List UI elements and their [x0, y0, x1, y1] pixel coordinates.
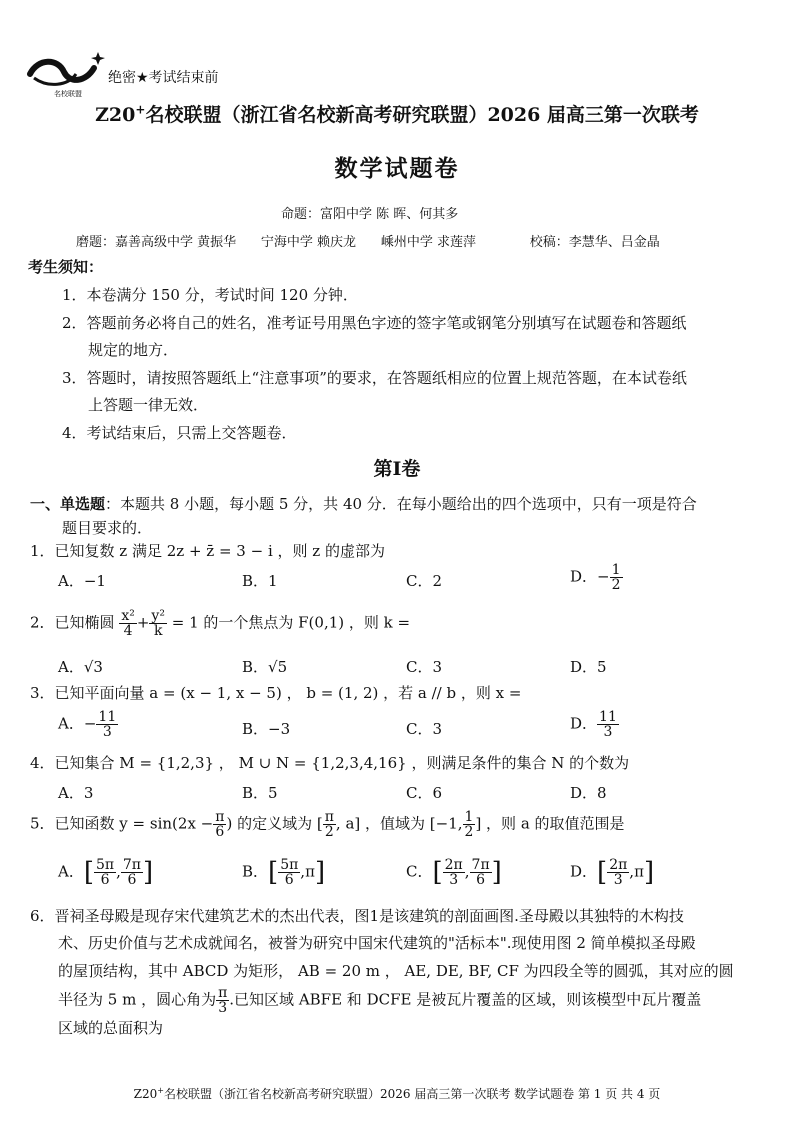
logo-caption: 名校联盟: [54, 90, 82, 98]
q1-option-d: D．− $\frac{1}{2}$: [570, 562, 621, 593]
q1-option-a: A．−1: [58, 572, 106, 590]
q5-option-c: C．[ $\frac{2\pi}{3}$ , $\frac{7\pi}{6}$ ]: [406, 857, 502, 888]
notice-title: 考生须知：: [28, 258, 104, 276]
q4-option-d: D．8: [570, 784, 607, 802]
polish-line: 磨题：嘉善高级中学 黄振华 宁海中学 赖庆龙 嵊州中学 求莲萍 校稿：李慧华、吕金晶: [76, 235, 660, 250]
q1-stem: 1．已知复数 z 满足 2z + z̄ = 3 − i ，则 z 的虚部为: [30, 542, 385, 560]
q5-option-a: A．[ $\frac{5\pi}{6}$ , $\frac{7\pi}{6}$ ]: [58, 857, 154, 888]
notice-item-4: 4．考试结束后，只需上交答题卷．: [62, 424, 297, 442]
notice-item-1: 1．本卷满分 150 分，考试时间 120 分钟．: [62, 286, 358, 304]
q4-stem: 4．已知集合 M = {1,2,3} ， M ∪ N = {1,2,3,4,16} ，则满足条件的集合 N 的个数为: [30, 754, 630, 772]
q6-line-2: 术、历史价值与艺术成就闻名，被誉为研究中国宋代建筑的"活标本".现使用图 2 简单模拟圣母殿: [58, 934, 696, 952]
section-intro-a: 一、单选题：本题共 8 小题，每小题 5 分，共 40 分．在每小题给出的四个选项中，只有一项是符合: [30, 495, 697, 513]
title-rest: 名校联盟（浙江省名校新高考研究联盟）2026 届高三第一次联考: [145, 104, 699, 126]
q3-stem: 3．已知平面向量 a = (x − 1, x − 5) ， b = (1, 2) ，若 a // b ，则 x =: [30, 684, 522, 702]
q6-line-1: 6．晋祠圣母殿是现存宋代建筑艺术的杰出代表，图1是该建筑的剖面画图.圣母殿以其独特的木构技: [30, 907, 684, 925]
q6-line-3: 的屋顶结构，其中 ABCD 为矩形， AB = 20 m ， AE, DE, BF, CF 为四段全等的圆弧，其对应的圆: [58, 962, 734, 980]
q4-option-c: C．6: [406, 784, 443, 802]
q3-option-c: C．3: [406, 720, 443, 738]
exam-title: [0, 100, 794, 127]
author-line: 命题：富阳中学 陈 晖、何其多: [281, 207, 459, 222]
q4-option-b: B．5: [242, 784, 278, 802]
exam-subtitle: 数学试题卷: [334, 155, 460, 182]
notice-item-3b: 上答题一律无效．: [88, 396, 209, 414]
title-plus: +: [135, 102, 146, 117]
section-intro-b: 题目要求的．: [62, 519, 153, 537]
q4-option-a: A．3: [58, 784, 94, 802]
q2-stem: 2．已知椭圆 $\frac{\text{x²}}{4}$ + $\frac{\text{y²}}{k}$ = 1 的一个焦点为 F(0,1) ，则 k =: [30, 608, 411, 639]
q5-option-b: B．[ $\frac{5\pi}{6}$ ,π]: [242, 857, 326, 888]
page-footer: Z20+名校联盟（浙江省名校新高考研究联盟）2026 届高三第一次联考 数学试题卷 第 1 页 共 4 页: [133, 1086, 661, 1101]
notice-item-3a: 3．答题时，请按照答题纸上“注意事项”的要求，在答题纸相应的位置上规范答题，在本试卷纸: [62, 369, 687, 387]
title-z20: Z20: [95, 104, 136, 126]
q2-option-d: D．5: [570, 658, 607, 676]
q2-option-a: A．√3: [58, 658, 103, 676]
q1-option-c: C．2: [406, 572, 443, 590]
section-intro-bold: 一、单选题: [30, 495, 106, 513]
q3-option-d: D． $\frac{11}{3}$: [570, 709, 617, 740]
alliance-logo: [24, 48, 106, 98]
notice-item-2b: 规定的地方．: [88, 341, 179, 359]
q6-line-4: 半径为 5 m ，圆心角为 $\frac{\pi}{3}$ .已知区域 ABFE 和 DCFE 是被瓦片覆盖的区域，则该模型中瓦片覆盖: [58, 985, 702, 1016]
q1-option-b: B．1: [242, 572, 278, 590]
section-title: 第Ⅰ卷: [373, 458, 421, 480]
q5-option-d: D．[ $\frac{2\pi}{3}$ ,π]: [570, 857, 655, 888]
q2-option-c: C．3: [406, 658, 443, 676]
notice-item-2a: 2．答题前务必将自己的姓名，准考证号用黑色字迹的签字笔或钢笔分别填写在试题卷和答题纸: [62, 314, 687, 332]
q6-line-5: 区域的总面积为: [58, 1019, 164, 1037]
q5-stem: 5．已知函数 y = sin(2x − $\frac{\pi}{6}$ ) 的定义域为 [ $\frac{\pi}{2}$ , a] ，值域为 [−1, $\frac{1}{2}$ ] ，则 a 的取值范围是: [30, 809, 625, 840]
q3-option-b: B．−3: [242, 720, 291, 738]
q2-option-b: B．√5: [242, 658, 288, 676]
confidential-label: 绝密★考试结束前: [108, 70, 219, 86]
q3-option-a: A．− $\frac{11}{3}$: [58, 709, 117, 740]
